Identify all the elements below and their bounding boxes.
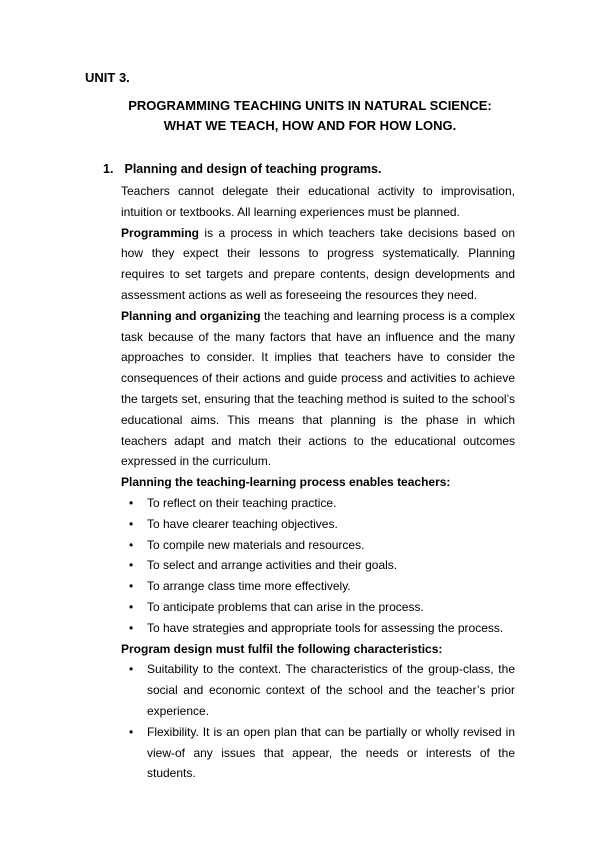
list-item: • To anticipate problems that can arise in the process. [121, 597, 515, 618]
bullet-icon: • [129, 662, 134, 677]
list-item: • To reflect on their teaching practice. [121, 493, 515, 514]
list-item: • To have strategies and appropriate tools for assessing the process. [121, 618, 515, 639]
bullet-icon: • [129, 516, 134, 531]
list-item: • Flexibility. It is an open plan that can be partially or wholly revised in view-of any issues that appear, the needs or interests of the students. [121, 722, 515, 784]
title-line-1: PROGRAMMING TEACHING UNITS IN NATURAL SCIENCE: [128, 98, 492, 113]
section-body [121, 181, 515, 784]
paragraph-intro: Teachers cannot delegate their educational activity to improvisation, intuition or textbooks. All learning experiences must be planned. [121, 184, 515, 219]
unit-label: UNIT 3. [85, 70, 130, 85]
list-item: • To have clearer teaching objectives. [121, 514, 515, 535]
bullet-icon: • [129, 579, 134, 594]
title-line-2: WHAT WE TEACH, HOW AND FOR HOW LONG. [163, 118, 457, 133]
characteristics-heading: Program design must fulfil the following characteristics: [121, 641, 443, 656]
section-heading [103, 162, 381, 176]
section-heading-text: Planning and design of teaching programs. [124, 162, 382, 176]
bullet-icon: • [129, 495, 134, 510]
paragraph-planning-organizing [121, 306, 515, 472]
list-item: • To select and arrange activities and their goals. [121, 555, 515, 576]
bullet-icon: • [129, 599, 134, 614]
bullet-icon: • [129, 558, 134, 573]
list-item: • Suitability to the context. The characteristics of the group-class, the social and economic context of the school and the teacher’s prior experience. [121, 659, 515, 721]
paragraph-programming [121, 223, 515, 306]
term-planning-organizing: Planning and organizing [121, 308, 261, 323]
characteristics-list [121, 659, 515, 784]
bullet-icon: • [129, 724, 134, 739]
bullet-icon: • [129, 537, 134, 552]
list-item: • To compile new materials and resources. [121, 535, 515, 556]
list-item: • To arrange class time more effectively. [121, 576, 515, 597]
bullet-icon: • [129, 620, 134, 635]
term-programming: Programming [121, 225, 200, 240]
page-title [60, 96, 560, 136]
enables-heading: Planning the teaching-learning process enables teachers: [121, 475, 451, 490]
enables-list [121, 493, 515, 639]
paragraph-planning-organizing-text: the teaching and learning process is a complex task because of the many factors that have an influence and the many approaches to consider. It implies that teachers have to consider the consequences of their actions and guide process and activities to achieve the targets set, ensuring that the teaching method is suited to the school’s educational aims. This means that planning is the phase in which teachers adapt and match their actions to the educational outcomes expressed in the curriculum. [121, 308, 515, 469]
section-number: 1. [103, 162, 114, 176]
paragraph-programming-text: is a process in which teachers take decisions based on how they expect their lessons to progress systematically. Planning requires to set targets and prepare contents, design developments and assessment actions as well as foreseeing the resources they need. [121, 225, 515, 302]
